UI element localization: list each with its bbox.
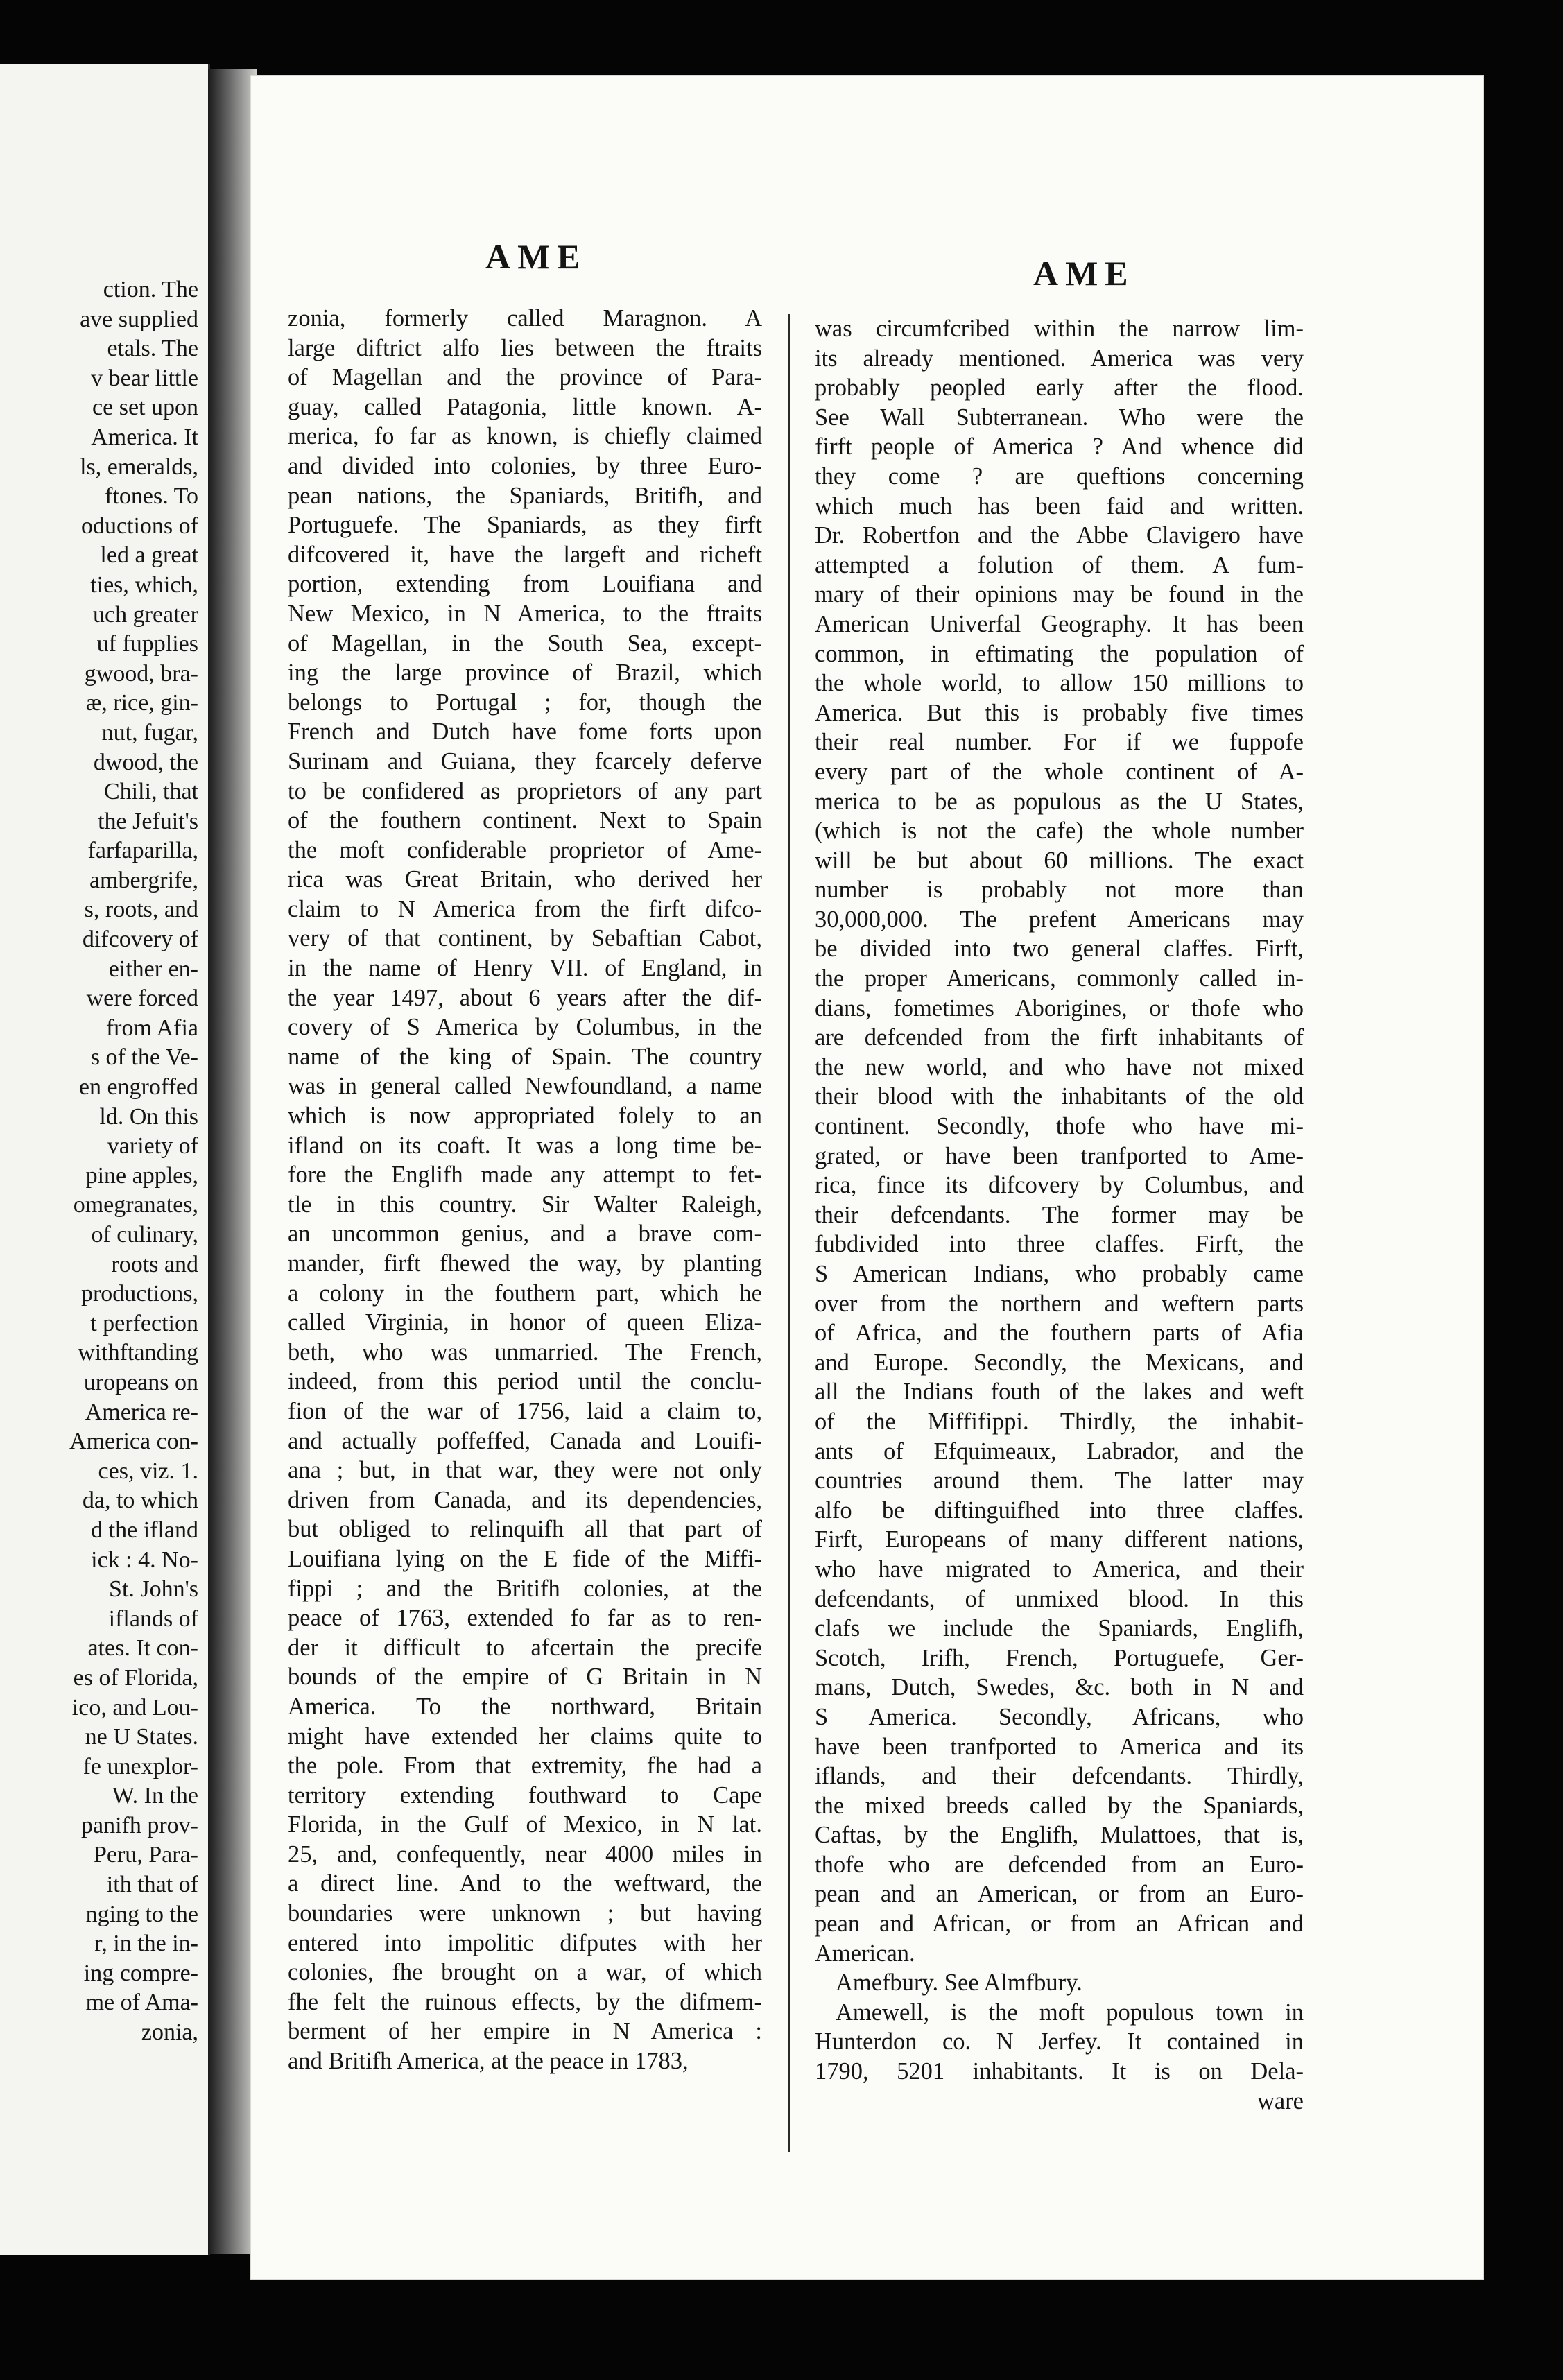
left-page-line: ates. It con- — [87, 1635, 198, 1662]
text-line: beth, who was unmarried. The French, — [288, 1338, 762, 1365]
catchword: ware — [1257, 2087, 1304, 2114]
text-line: who have migrated to America, and their — [815, 1555, 1304, 1583]
text-line: their defcendants. The former may be — [815, 1201, 1304, 1228]
left-page-line: America. It — [91, 424, 198, 450]
left-page-line: iflands of — [108, 1605, 198, 1632]
left-page-line: oductions of — [80, 512, 198, 539]
left-page-line: ith that of — [106, 1872, 198, 1898]
text-line: number is probably not more than — [815, 877, 1304, 904]
text-line: but obliged to relinquifh all that part of — [288, 1516, 762, 1543]
text-line: indeed, from this period until the conclu- — [288, 1368, 762, 1395]
text-line: See Wall Subterranean. Who were the — [815, 404, 1304, 431]
left-page-line: ld. On this — [99, 1103, 198, 1130]
text-line: S America. Secondly, Africans, who — [815, 1703, 1304, 1730]
text-line: rica was Great Britain, who derived her — [288, 866, 762, 893]
text-line: ana ; but, in that war, they were not only — [288, 1457, 762, 1484]
left-page-line: led a great — [100, 542, 198, 569]
text-line: every part of the whole continent of A- — [815, 758, 1304, 785]
text-line: der it difficult to afcertain the precife — [288, 1634, 762, 1661]
text-line: the new world, and who have not mixed — [815, 1053, 1304, 1080]
left-page-line: dwood, the — [93, 749, 198, 775]
text-line: they come ? are queftions concerning — [815, 463, 1304, 490]
left-page-line: zonia, — [141, 2019, 198, 2046]
text-line: ants of Efquimeaux, Labrador, and the — [815, 1438, 1304, 1465]
text-line: of the fouthern continent. Next to Spain — [288, 807, 762, 834]
text-line: portion, extending from Louifiana and — [288, 571, 762, 598]
left-page-line: ne U States. — [85, 1724, 198, 1750]
text-line: American. — [815, 1940, 915, 1967]
column-divider — [788, 314, 790, 2152]
text-line: fore the Englifh made any attempt to fet- — [288, 1162, 762, 1189]
text-line: was circumfcribed within the narrow lim- — [815, 316, 1304, 342]
text-line: grated, or have been tranfported to Ame- — [815, 1142, 1304, 1169]
text-line: Florida, in the Gulf of Mexico, in N lat. — [288, 1811, 762, 1838]
text-line: and Europe. Secondly, the Mexicans, and — [815, 1349, 1304, 1376]
left-page-line: ick : 4. No- — [91, 1546, 198, 1573]
left-page-line: ftones. To — [105, 483, 198, 510]
text-line: probably peopled early after the flood. — [815, 374, 1304, 402]
text-line: iflands, and their defcendants. Thirdly, — [815, 1763, 1304, 1790]
text-line: French and Dutch have fome forts upon — [288, 718, 762, 745]
left-page-line: fe unexplor- — [83, 1753, 198, 1779]
left-page-line: gwood, bra- — [84, 660, 198, 687]
text-line: merica, fo far as known, is chiefly claimed — [288, 423, 762, 450]
text-line: a colony in the fouthern part, which he — [288, 1279, 762, 1307]
text-line: and actually poffeffed, Canada and Louifi- — [288, 1427, 762, 1454]
left-page-line: difcovery of — [82, 926, 198, 953]
left-page-line: nut, fugar, — [101, 719, 198, 745]
left-page-line: uf fupplies — [96, 631, 198, 657]
text-line: tle in this country. Sir Walter Raleigh, — [288, 1191, 762, 1218]
text-line: 25, and, confequently, near 4000 miles in — [288, 1840, 762, 1868]
text-line: have been tranfported to America and its — [815, 1733, 1304, 1760]
text-line: defcendants, of unmixed blood. In this — [815, 1585, 1304, 1612]
text-line: in the name of Henry VII. of England, in — [288, 955, 762, 982]
text-line: (which is not the cafe) the whole number — [815, 818, 1304, 845]
text-line: to be confidered as proprietors of any part — [288, 777, 762, 804]
text-line: claim to N America from the firft difco- — [288, 895, 762, 922]
left-page-line: ico, and Lou- — [71, 1694, 198, 1721]
left-page-line: the Jefuit's — [98, 808, 198, 834]
text-line: clafs we include the Spaniards, Englifh, — [815, 1615, 1304, 1642]
text-line: of the Miffifippi. Thirdly, the inhabit- — [815, 1408, 1304, 1435]
left-page-line: v bear little — [91, 365, 198, 391]
text-line: boundaries were unknown ; but having — [288, 1900, 762, 1927]
text-line: which is now appropriated folely to an — [288, 1103, 762, 1130]
left-page-line: ties, which, — [90, 571, 198, 598]
left-page-line: productions, — [80, 1281, 198, 1307]
text-line: countries around them. The latter may — [815, 1467, 1304, 1494]
text-line: mander, firft fhewed the way, by planting — [288, 1250, 762, 1277]
text-line: was in general called Newfoundland, a name — [288, 1073, 762, 1100]
text-line: dians, fometimes Aborigines, or thofe who — [815, 994, 1304, 1021]
left-page-line: W. In the — [112, 1783, 198, 1809]
text-line: large diftrict alfo lies between the ftraits — [288, 334, 762, 361]
left-page-line: s of the Ve- — [90, 1044, 198, 1071]
text-line: a direct line. And to the weftward, the — [288, 1870, 762, 1897]
text-line: thofe who are defcended from an Euro- — [815, 1851, 1304, 1878]
text-line: common, in eftimating the population of — [815, 640, 1304, 667]
text-line: an uncommon genius, and a brave com- — [288, 1221, 762, 1248]
text-line: over from the northern and weftern parts — [815, 1290, 1304, 1317]
text-line: of Africa, and the fouthern parts of Afia — [815, 1320, 1304, 1347]
left-page-line: nging to the — [85, 1901, 198, 1927]
left-page-line: from Afia — [105, 1015, 198, 1041]
left-page-line: farfaparilla, — [87, 838, 198, 864]
text-line: the moft confiderable proprietor of Ame- — [288, 836, 762, 863]
text-line: and divided into colonies, by three Euro- — [288, 452, 762, 479]
left-page-text — [0, 275, 198, 2048]
right-text-column — [815, 314, 1304, 2116]
text-line: Portuguefe. The Spaniards, as they firft — [288, 512, 762, 539]
text-line: be divided into two general claffes. Firft, — [815, 935, 1304, 963]
text-line: America. But this is probably five times — [815, 699, 1304, 726]
left-page-line: withftanding — [78, 1340, 198, 1366]
left-page-line: roots and — [111, 1251, 198, 1277]
text-line: and Britifh America, at the peace in 1783, — [288, 2048, 689, 2075]
text-line: their blood with the inhabitants of the old — [815, 1083, 1304, 1110]
left-page-line: r, in the in- — [94, 1931, 198, 1957]
text-line: driven from Canada, and its dependencies, — [288, 1486, 762, 1513]
text-line: very of that continent, by Sebaftian Cabot, — [288, 925, 762, 952]
text-line: New Mexico, in N America, to the ftraits — [288, 600, 762, 627]
left-page-line: St. John's — [109, 1576, 198, 1603]
text-line: peace of 1763, extended fo far as to ren- — [288, 1605, 762, 1632]
text-line: mans, Dutch, Swedes, &c. both in N and — [815, 1674, 1304, 1701]
left-page-line: panifh prov- — [80, 1812, 198, 1838]
text-line: S American Indians, who probably came — [815, 1261, 1304, 1287]
left-page-line: Peru, Para- — [93, 1842, 198, 1868]
text-line: alfo be diftinguifhed into three claffes. — [815, 1497, 1304, 1524]
text-line: of Magellan and the province of Para- — [288, 364, 762, 391]
text-line: fubdivided into three claffes. Firft, the — [815, 1231, 1304, 1258]
text-line: of Magellan, in the South Sea, except- — [288, 630, 762, 657]
left-page-line: me of Ama- — [85, 1990, 198, 2016]
text-line: American Univerfal Geography. It has been — [815, 610, 1304, 637]
text-line: Louifiana lying on the E fide of the Miffi- — [288, 1545, 762, 1572]
left-page-line: ction. The — [103, 277, 198, 302]
entry-amewell-line-1: Amewell, is the moft populous town in — [836, 1999, 1304, 2026]
text-line: colonies, fhe brought on a war, of which — [288, 1959, 762, 1986]
left-page-line: America con- — [69, 1429, 198, 1455]
text-line: the pole. From that extremity, fhe had a — [288, 1752, 762, 1779]
text-line: will be but about 60 millions. The exact — [815, 847, 1304, 874]
text-line: pean and African, or from an African and — [815, 1911, 1304, 1938]
entry-amewell-line-2: Hunterdon co. N Jerfey. It contained in — [815, 2028, 1304, 2055]
text-line: the mixed breeds called by the Spaniards, — [815, 1792, 1304, 1819]
text-line: America. To the northward, Britain — [288, 1693, 762, 1720]
text-line: ifland on its coaft. It was a long time be- — [288, 1132, 762, 1159]
text-line: belongs to Portugal ; for, though the — [288, 689, 762, 716]
text-line: merica to be as populous as the U States, — [815, 788, 1304, 815]
text-line: Scotch, Irifh, French, Portuguefe, Ger- — [815, 1644, 1304, 1671]
left-page-line: Chili, that — [104, 779, 198, 805]
left-page-line: da, to which — [82, 1488, 198, 1514]
left-page-line: t perfection — [90, 1310, 198, 1336]
text-line: called Virginia, in honor of queen Eliza- — [288, 1309, 762, 1336]
left-page-line: ces, viz. 1. — [98, 1458, 198, 1484]
text-line: entered into impolitic difputes with her — [288, 1929, 762, 1956]
running-head-left: AME — [485, 237, 587, 276]
text-line: difcovered it, have the largeft and richeft — [288, 541, 762, 568]
left-page-line: either en- — [108, 956, 198, 982]
left-facing-page — [0, 64, 210, 2255]
text-line: Surinam and Guiana, they fcarcely deferve — [288, 748, 762, 775]
text-line: firft people of America ? And whence did — [815, 433, 1304, 460]
left-page-line: es of Florida, — [73, 1664, 198, 1691]
left-page-line: America re- — [85, 1399, 198, 1425]
text-line: which much has been faid and written. — [815, 492, 1304, 519]
text-line: the whole world, to allow 150 millions to — [815, 670, 1304, 697]
text-line: fion of the war of 1756, laid a claim to, — [288, 1397, 762, 1424]
left-page-line: d the ifland — [91, 1517, 198, 1543]
text-line: zonia, formerly called Maragnon. A — [288, 305, 762, 331]
text-line: their real number. For if we fuppofe — [815, 729, 1304, 756]
text-line: are defcended from the firft inhabitants of — [815, 1024, 1304, 1051]
text-line: ing the large province of Brazil, which — [288, 659, 762, 687]
main-page — [250, 75, 1484, 2280]
left-page-line: uropeans on — [83, 1369, 198, 1395]
left-page-line: en engroffed — [78, 1074, 198, 1101]
text-line: bounds of the empire of G Britain in N — [288, 1664, 762, 1691]
text-line: the proper Americans, commonly called in- — [815, 965, 1304, 992]
left-page-line: ing compre- — [83, 1960, 198, 1986]
right-column-lines — [815, 314, 1304, 1968]
text-line: covery of S America by Columbus, in the — [288, 1014, 762, 1041]
left-page-line: were forced — [86, 985, 198, 1012]
text-line: name of the king of Spain. The country — [288, 1043, 762, 1070]
text-line: its already mentioned. America was very — [815, 345, 1304, 372]
text-line: continent. Secondly, thofe who have mi- — [815, 1113, 1304, 1140]
text-line: territory extending fouthward to Cape — [288, 1782, 762, 1809]
text-line: mary of their opinions may be found in the — [815, 581, 1304, 608]
left-page-line: ls, emeralds, — [80, 454, 198, 480]
left-page-line: of culinary, — [91, 1222, 198, 1248]
left-page-line: ambergrife, — [89, 867, 198, 893]
left-page-line: etals. The — [107, 336, 198, 362]
text-line: might have extended her claims quite to — [288, 1723, 762, 1750]
left-page-line: ave supplied — [80, 306, 198, 332]
text-line: Caftas, by the Englifh, Mulattoes, that is, — [815, 1822, 1304, 1849]
text-line: Firft, Europeans of many different nations, — [815, 1526, 1304, 1553]
text-line: berment of her empire in N America : — [288, 2018, 762, 2045]
text-line: 30,000,000. The prefent Americans may — [815, 906, 1304, 933]
left-text-column — [288, 304, 762, 2076]
left-page-line: pine apples, — [85, 1162, 198, 1189]
text-line: Dr. Robertfon and the Abbe Clavigero have — [815, 522, 1304, 549]
left-page-line: s, roots, and — [84, 897, 198, 923]
entry-amewell-line-3: 1790, 5201 inhabitants. It is on Dela- — [815, 2058, 1304, 2085]
text-line: rica, fince its difcovery by Columbus, and — [815, 1172, 1304, 1199]
text-line: guay, called Patagonia, little known. A- — [288, 393, 762, 420]
left-page-line: æ, rice, gin- — [85, 690, 198, 716]
text-line: pean nations, the Spaniards, Britifh, and — [288, 482, 762, 509]
text-line: all the Indians fouth of the lakes and weft — [815, 1379, 1304, 1406]
running-head-right: AME — [1033, 254, 1135, 293]
entry-amesbury: Amefbury. See Almfbury. — [836, 1969, 1082, 1997]
text-line: attempted a folution of them. A fum- — [815, 551, 1304, 578]
left-page-line: variety of — [107, 1133, 198, 1159]
text-line: fippi ; and the Britifh colonies, at the — [288, 1575, 762, 1602]
text-line: the year 1497, about 6 years after the dif- — [288, 984, 762, 1011]
left-page-line: ce set upon — [92, 395, 198, 421]
text-line: pean and an American, or from an Euro- — [815, 1881, 1304, 1908]
left-page-line: uch greater — [93, 601, 198, 628]
left-page-line: omegranates, — [73, 1192, 198, 1218]
text-line: fhe felt the ruinous effects, by the difmem- — [288, 1988, 762, 2015]
